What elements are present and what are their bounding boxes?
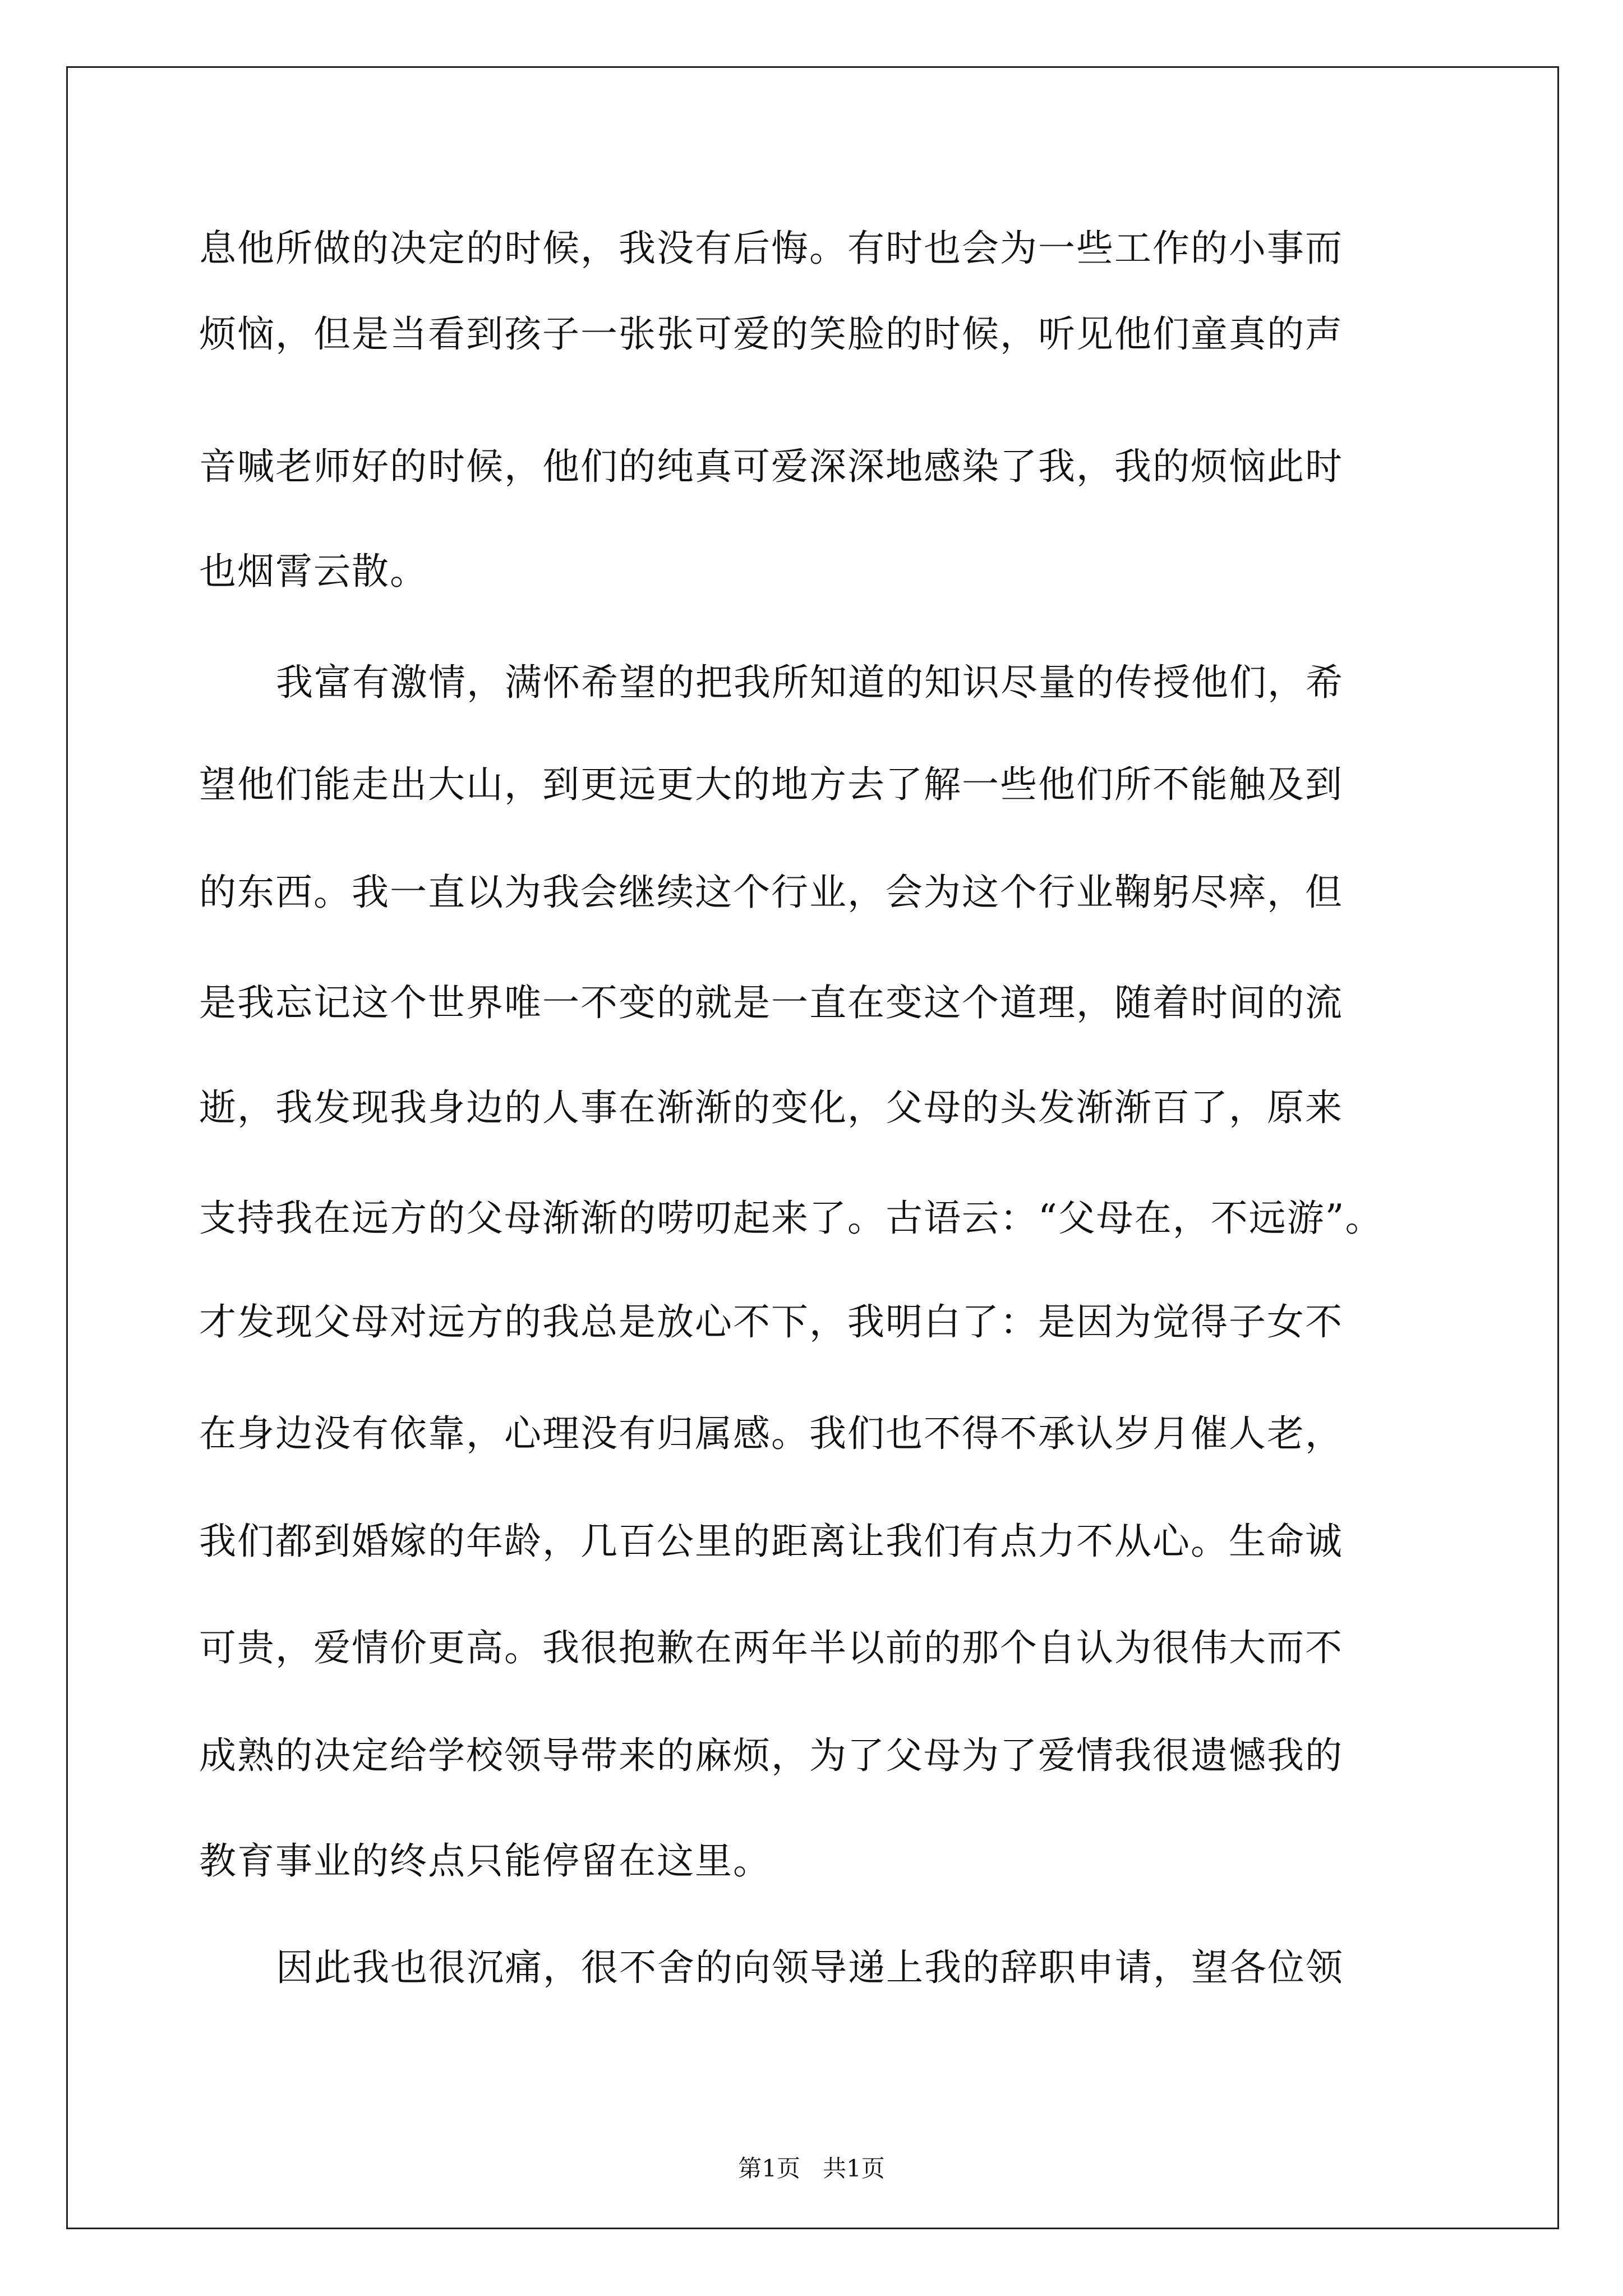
paragraph-start-line: 因此我也很沉痛，很不舍的向领导递上我的辞职申请，望各位领	[276, 1946, 1344, 1989]
text-line: 望他们能走出大山，到更远更大的地方去了解一些他们所不能触及到	[199, 763, 1343, 806]
text-line: 我们都到婚嫁的年龄，几百公里的距离让我们有点力不从心。生命诚	[199, 1520, 1343, 1563]
paragraph-start-line: 我富有激情，满怀希望的把我所知道的知识尽量的传授他们，希	[276, 661, 1344, 704]
text-line: 成熟的决定给学校领导带来的麻烦，为了父母为了爱情我很遗憾我的	[199, 1734, 1343, 1777]
text-line: 音喊老师好的时候，他们的纯真可爱深深地感染了我，我的烦恼此时	[199, 445, 1343, 488]
text-line: 可贵，爱情价更高。我很抱歉在两年半以前的那个自认为很伟大而不	[199, 1626, 1343, 1669]
text-line: 的东西。我一直以为我会继续这个行业，会为这个行业鞠躬尽瘁，但	[199, 871, 1343, 914]
text-line: 才发现父母对远方的我总是放心不下，我明白了：是因为觉得子女不	[199, 1300, 1343, 1343]
text-line: 息他所做的决定的时候，我没有后悔。有时也会为一些工作的小事而	[199, 227, 1343, 270]
text-line: 支持我在远方的父母渐渐的唠叨起来了。古语云：“父母在，不远游”。	[199, 1197, 1384, 1240]
text-line: 教育事业的终点只能停留在这里。	[199, 1839, 771, 1883]
page-number-footer: 第1页 共1页	[738, 2155, 885, 2182]
text-line: 是我忘记这个世界唯一不变的就是一直在变这个道理，随着时间的流	[199, 981, 1343, 1024]
text-line: 烦恼，但是当看到孩子一张张可爱的笑脸的时候，听见他们童真的声	[199, 312, 1343, 356]
text-line: 逝，我发现我身边的人事在渐渐的变化，父母的头发渐渐百了，原来	[199, 1086, 1343, 1129]
text-line: 在身边没有依靠，心理没有归属感。我们也不得不承认岁月催人老，	[199, 1412, 1343, 1455]
page-border	[66, 66, 1559, 2229]
text-line: 也烟霄云散。	[199, 550, 428, 593]
